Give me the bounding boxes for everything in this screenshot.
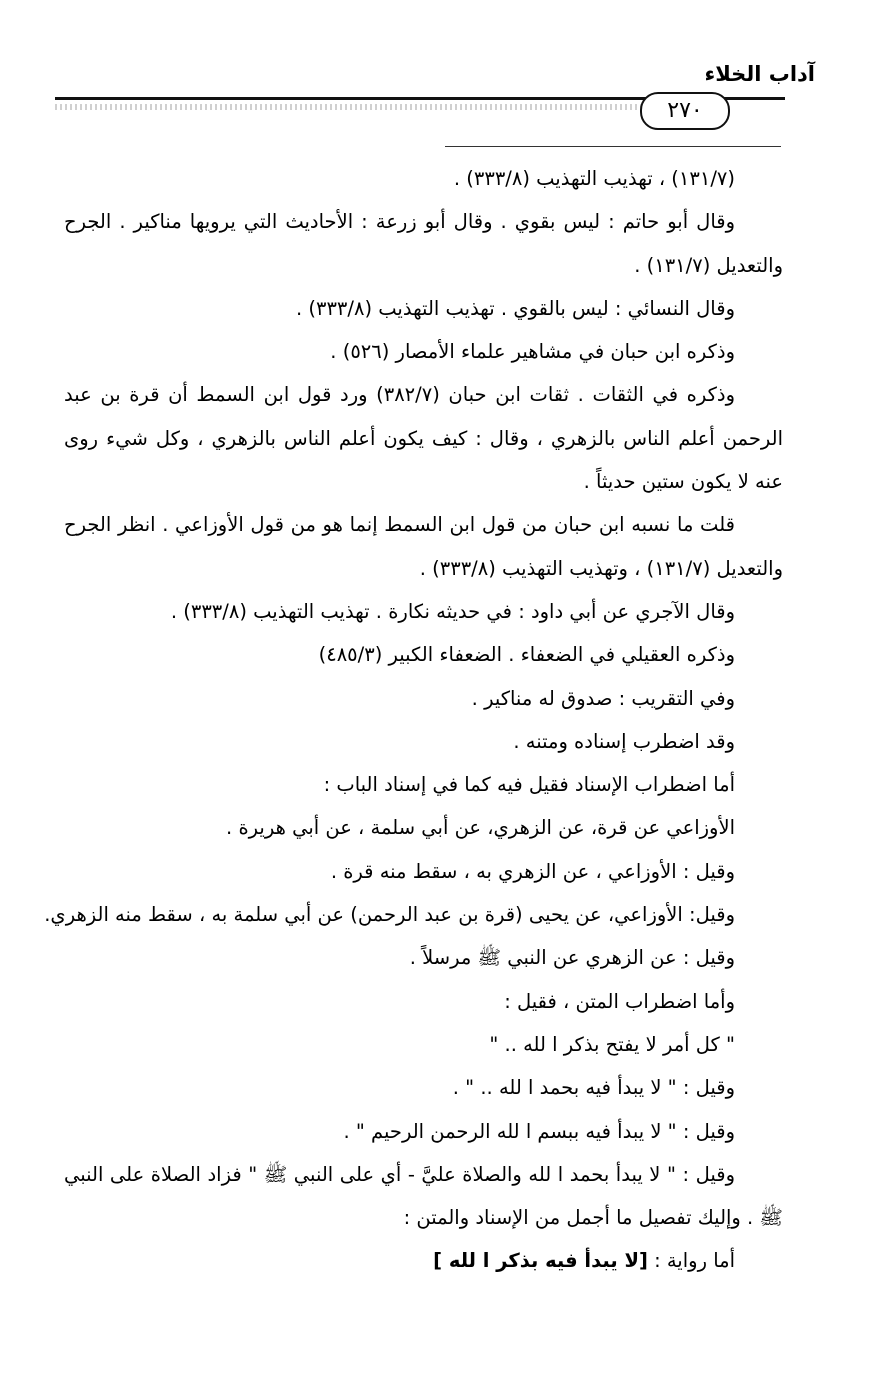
last-line-prefix: أما رواية :	[647, 1249, 735, 1273]
text-line: وقال النسائي : ليس بالقوي . تهذيب التهذيب (٣٣٣/٨) .	[295, 296, 735, 320]
text-line: أما اضطراب الإسناد فقيل فيه كما في إسناد الباب :	[323, 773, 735, 797]
text-line: وقد اضطرب إسناده ومتنه .	[513, 729, 735, 753]
text-line: وقيل : الأوزاعي ، عن الزهري به ، سقط منه قرة .	[330, 859, 735, 883]
text-line: ﷺ . وإليك تفصيل ما أجمل من الإسناد والمتن :	[403, 1206, 783, 1230]
text-line: عنه لا يكون ستين حديثاً .	[583, 470, 783, 494]
text-line: وقيل : عن الزهري عن النبي ﷺ مرسلاً .	[409, 946, 735, 970]
text-line: وفي التقريب : صدوق له مناكير .	[471, 686, 735, 710]
page-number-badge: ٢٧٠	[640, 92, 730, 130]
text-line-last	[64, 1239, 783, 1282]
running-title: آداب الخلاء	[704, 62, 815, 86]
text-line: وقال أبو حاتم : ليس بقوي . وقال أبو زرعة : الأحاديث التي يرويها مناكير . الجرح	[64, 210, 735, 234]
text-line: " كل أمر لا يفتح بذكر ا لله .. "	[489, 1032, 735, 1056]
text-line: وقيل : " لا يبدأ بحمد ا لله والصلاة عليَّ - أي على النبي ﷺ " فزاد الصلاة على النبي	[64, 1162, 735, 1186]
footnote-separator	[445, 146, 781, 147]
text-line: وذكره العقيلي في الضعفاء . الضعفاء الكبير (٤٨٥/٣)	[318, 643, 735, 667]
text-line: الرحمن أعلم الناس بالزهري ، وقال : كيف يكون أعلم الناس بالزهري ، وكل شيء روى	[64, 426, 783, 450]
last-line-bold: [لا يبدأ فيه بذكر ا لله ]	[433, 1249, 648, 1273]
text-line: وأما اضطراب المتن ، فقيل :	[504, 989, 735, 1013]
page-header	[0, 0, 879, 130]
header-ornament	[55, 104, 643, 110]
body-text	[44, 157, 783, 1283]
text-line: وذكره في الثقات . ثقات ابن حبان (٣٨٢/٧) ورد قول ابن السمط أن قرة بن عبد	[64, 383, 735, 407]
text-line: (١٣١/٧) ، تهذيب التهذيب (٣٣٣/٨) .	[453, 167, 735, 190]
text-line: قلت ما نسبه ابن حبان من قول ابن السمط إنما هو من قول الأوزاعي . انظر الجرح	[64, 513, 735, 537]
text-line: وقيل: الأوزاعي، عن يحيى (قرة بن عبد الرحمن) عن أبي سلمة به ، سقط منه الزهري.	[44, 903, 735, 927]
text-line: وذكره ابن حبان في مشاهير علماء الأمصار (٥٢٦) .	[330, 340, 735, 364]
text-line: وقيل : " لا يبدأ فيه ببسم ا لله الرحمن الرحيم " .	[343, 1119, 735, 1143]
text-line: والتعديل (١٣١/٧) .	[634, 253, 783, 277]
text-line: وقيل : " لا يبدأ فيه بحمد ا لله .. " .	[452, 1076, 735, 1100]
text-line: الأوزاعي عن قرة، عن الزهري، عن أبي سلمة ، عن أبي هريرة .	[226, 816, 735, 840]
text-line: والتعديل (١٣١/٧) ، وتهذيب التهذيب (٣٣٣/٨) .	[419, 556, 783, 580]
text-line: وقال الآجري عن أبي داود : في حديثه نكارة . تهذيب التهذيب (٣٣٣/٨) .	[170, 599, 735, 623]
